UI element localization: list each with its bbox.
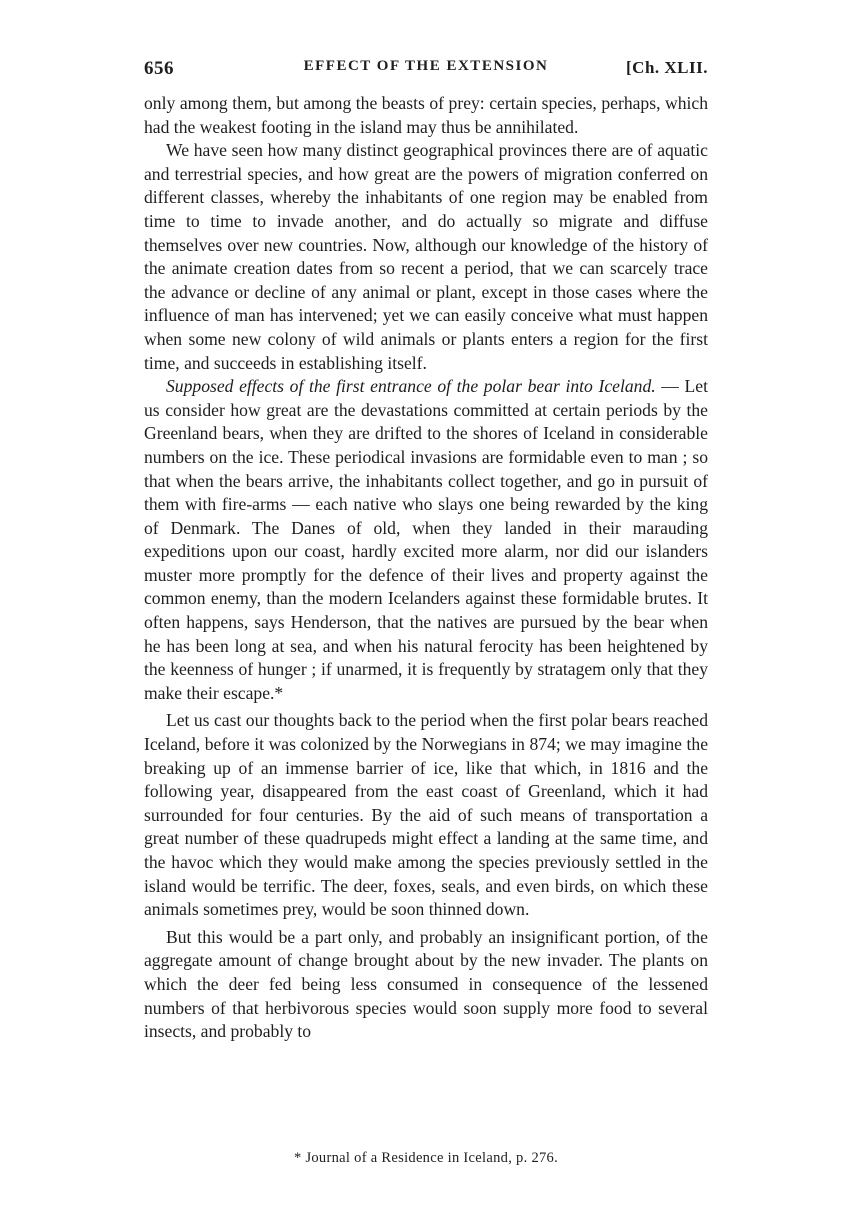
body-text xyxy=(144,92,708,1044)
page-header xyxy=(144,58,708,86)
paragraph: We have seen how many distinct geographical provinces there are of aquatic and terrestrial species, and how great are the powers of migration conferred on different classes, whereby the inhabitants of one region may be enabled from time to time to invade another, and do actually so migrate and diffuse themselves over new countries. Now, although our knowledge of the history of the animate creation dates from so recent a period, that we can scarcely trace the advance or decline of any animal or plant, except in those cases where the influence of man has intervened; yet we can easily conceive what must happen when some new colony of wild animals or plants enters a region for the first time, and succeeds in establishing itself. xyxy=(144,140,708,373)
paragraph: But this would be a part only, and probably an insignificant portion, of the aggregate amount of change brought about by the new invader. The plants on which the deer fed being less consumed in consequence of the lessened numbers of that herbivorous species would soon supply more food to several insects, and probably to xyxy=(144,926,708,1042)
paragraph: only among them, but among the beasts of prey: certain species, perhaps, which had the weakest footing in the island may thus be annihilated. xyxy=(144,93,708,137)
paragraph xyxy=(144,375,708,705)
paragraph: Let us cast our thoughts back to the period when the first polar bears reached Iceland, before it was colonized by the Norwegians in 874; we may imagine the breaking up of an immense barrier of ice, like that which, in 1816 and the following year, disappeared from the east coast of Greenland, which it had surrounded for four centuries. By the aid of such means of transportation a great number of these quadrupeds might effect a landing at the same time, and the havoc which they would make among the species previously settled in the island would be terrific. The deer, foxes, seals, and even birds, on which these animals sometimes prey, would be soon thinned down. xyxy=(144,710,708,920)
section-heading: Supposed effects of the first entrance of the polar bear into Iceland. xyxy=(166,376,656,397)
footnote: * Journal of a Residence in Iceland, p. 276. xyxy=(293,1150,559,1166)
running-title: EFFECT OF THE EXTENSION xyxy=(303,58,549,74)
paragraph-text: — Let us consider how great are the devastations committed at certain periods by the Greenland bears, when they are drifted to the shores of Iceland in considerable numbers on the ice. These periodical invasions are formidable even to man ; so that when the bears arrive, the inhabitants collect together, and go in pursuit of them with fire-arms — each native who slays one being rewarded by the king of Denmark. The Danes of old, when they landed in their marauding expeditions upon our coast, hardly excited more alarm, nor did our islanders muster more promptly for the defence of their lives and property against the common enemy, than the modern Icelanders against these formidable brutes. It often happens, says Henderson, that the natives are pursued by the bear when he has been long at sea, and when his natural ferocity has been heightened by the keenness of hunger ; if unarmed, it is frequently by stratagem only that they make their escape.* xyxy=(144,376,708,703)
page-number: 656 xyxy=(144,58,174,79)
chapter-label: [Ch. XLII. xyxy=(626,58,708,77)
